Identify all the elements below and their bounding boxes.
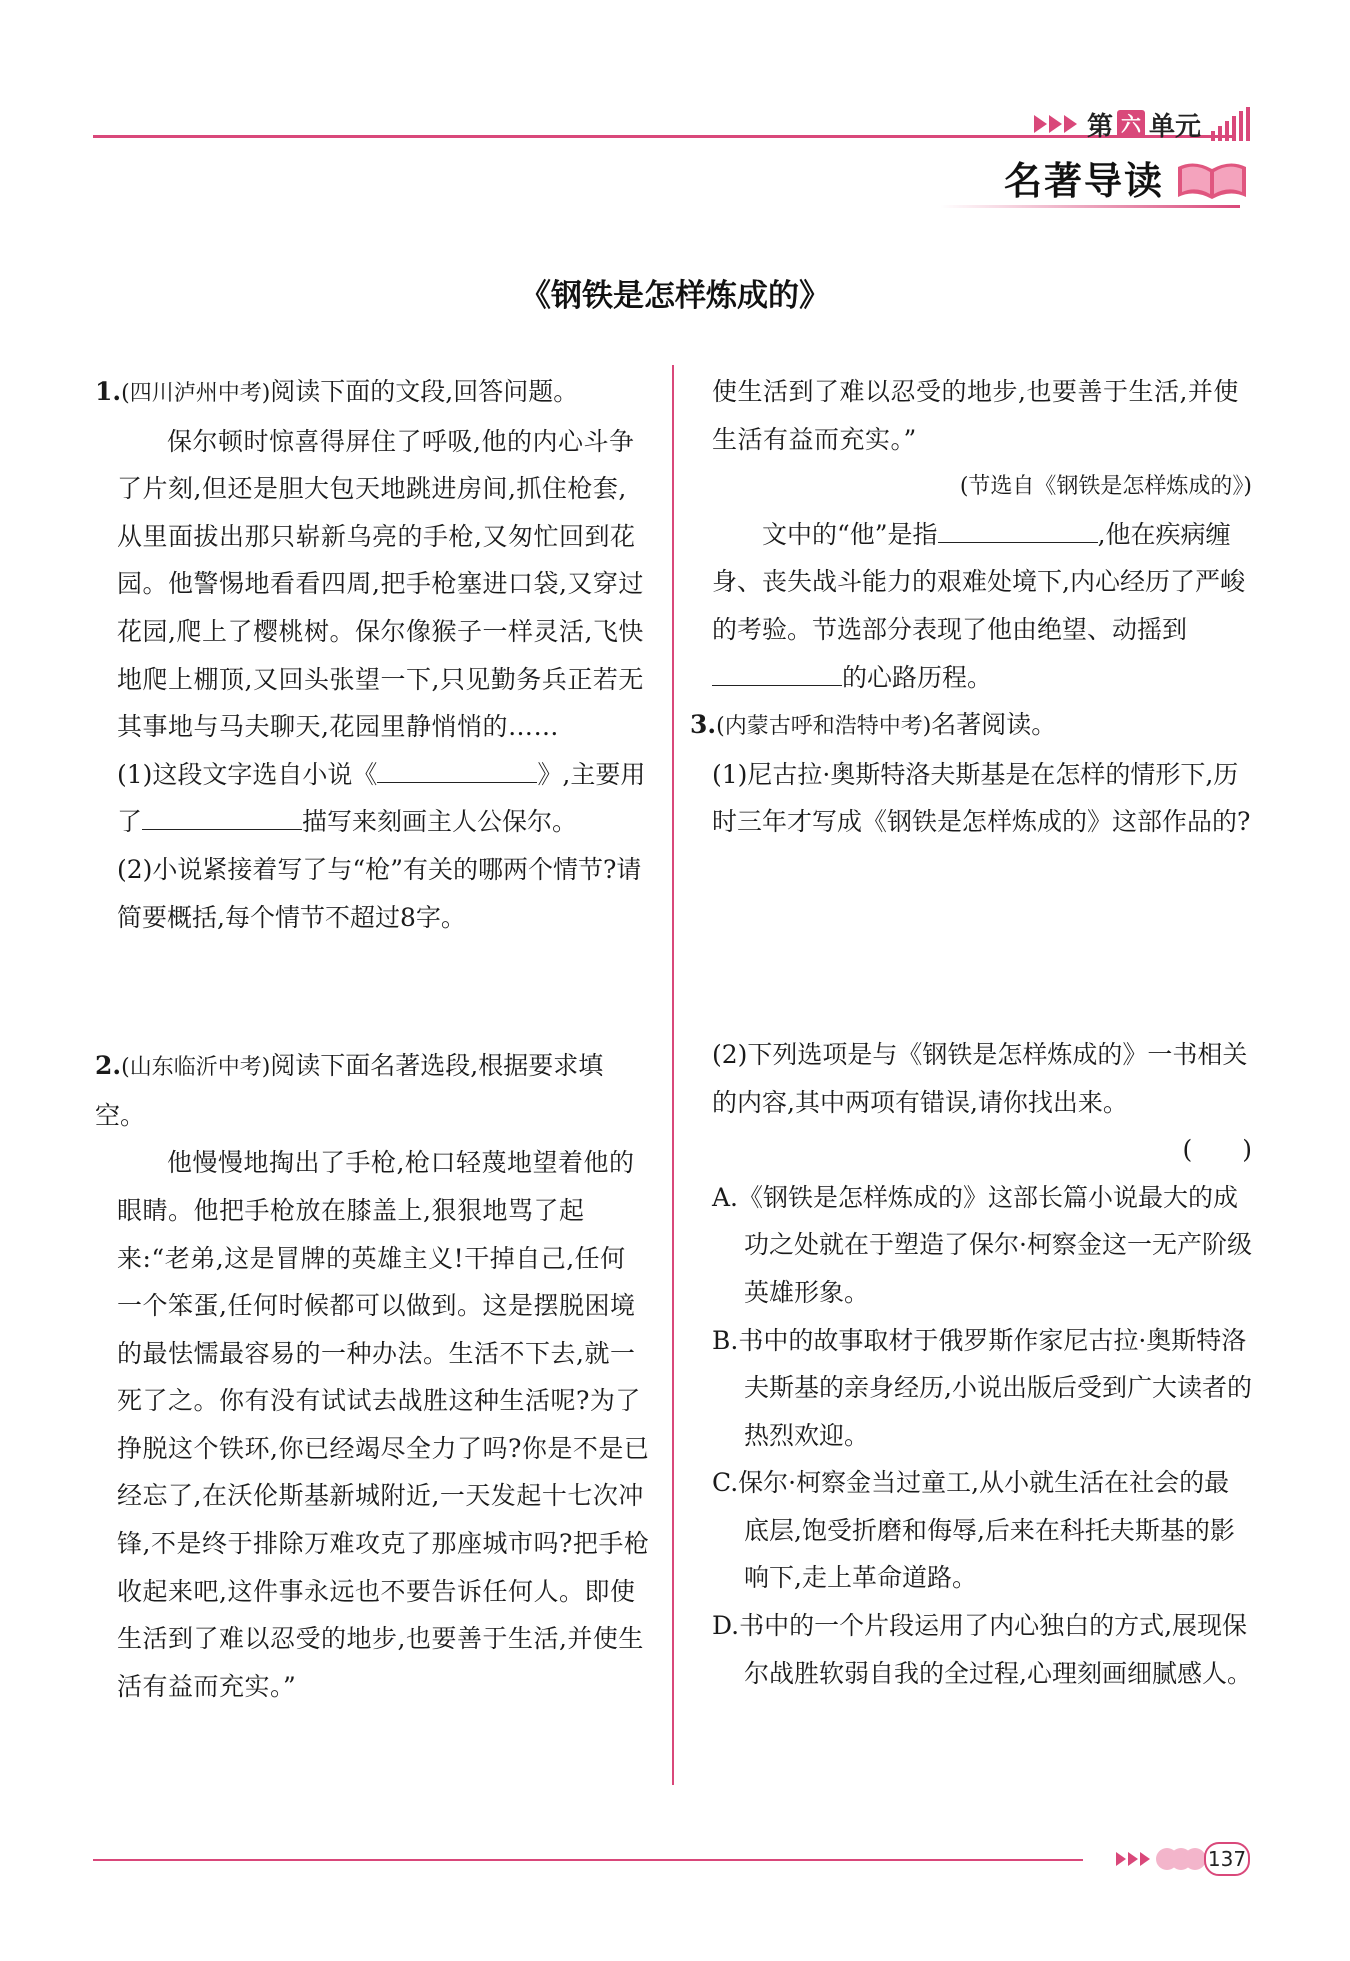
answer-space[interactable] bbox=[95, 941, 650, 1042]
question-number: 3. bbox=[690, 710, 717, 740]
chevron-decoration-icon bbox=[1034, 115, 1077, 133]
answer-blank[interactable] bbox=[712, 655, 842, 686]
unit-label bbox=[1087, 106, 1201, 143]
question-2-body bbox=[95, 1139, 650, 1701]
section-title-underline bbox=[940, 205, 1240, 208]
question-1-passage: 保尔顿时惊喜得屏住了呼吸,他的内心斗争了片刻,但还是胆大包天地跳进房间,抓住枪套,从里面拔出那只崭新乌亮的手枪,又匆忙回到花园。他警惕地看看四周,把手枪塞进口袋,又穿过花园,爬上了樱桃树。保尔像猴子一样灵活,飞快地爬上棚顶,又回头张望一下,只见勤务兵正若无其事地与马夫聊天,花园里静悄悄的…… bbox=[117, 426, 644, 742]
answer-blank[interactable] bbox=[142, 799, 302, 830]
page-number: 137 bbox=[1204, 1842, 1250, 1876]
fill-text-b: ,他在疾病缠身、丧失战斗能力的艰难处境下,内心经历了严峻的考验。节选部分表现了他由绝望、动摇到 bbox=[712, 519, 1245, 644]
page-footer bbox=[1116, 1842, 1250, 1876]
sub1-text-b: 》,主要用了 bbox=[117, 759, 646, 837]
question-1-sub1 bbox=[117, 751, 650, 846]
answer-blank[interactable] bbox=[377, 752, 537, 783]
sub1-text-c: 描写来刻画主人公保尔。 bbox=[302, 807, 578, 837]
unit-prefix: 第 bbox=[1086, 111, 1113, 142]
footer-rule bbox=[93, 1859, 1083, 1861]
option-a: A.《钢铁是怎样炼成的》这部长篇小说最大的成功之处就在于塑造了保尔·柯察金这一无产阶级英雄形象。 bbox=[712, 1182, 1252, 1307]
option-d: D.书中的一个片段运用了内心独白的方式,展现保尔战胜软弱自我的全过程,心理刻画细腻感人。 bbox=[712, 1611, 1252, 1688]
question-1-body bbox=[95, 418, 650, 942]
sub1-text-a: (1)这段文字选自小说《 bbox=[117, 759, 378, 789]
question-number: 1. bbox=[95, 377, 122, 406]
unit-header bbox=[1034, 104, 1250, 144]
answer-space[interactable] bbox=[712, 846, 1252, 1031]
option-c: C.保尔·柯察金当过童工,从小就生活在社会的最底层,饱受折磨和侮辱,后来在科托夫斯基的影响下,走上革命道路。 bbox=[712, 1468, 1235, 1593]
section-title bbox=[1004, 150, 1250, 205]
answer-blank[interactable] bbox=[938, 512, 1098, 543]
question-source: (内蒙古呼和浩特中考) bbox=[716, 714, 932, 740]
unit-suffix: 单元 bbox=[1148, 111, 1201, 142]
open-book-icon bbox=[1174, 153, 1250, 203]
question-source: (山东临沂中考) bbox=[121, 1055, 271, 1081]
dots-decoration-icon bbox=[1156, 1848, 1198, 1870]
question-source: (四川泸州中考) bbox=[121, 381, 271, 406]
unit-number: 六 bbox=[1117, 110, 1145, 138]
question-2-fill bbox=[712, 511, 1252, 701]
question-2-passage: 他慢慢地掏出了手枪,枪口轻蔑地望着他的眼睛。他把手枪放在膝盖上,狠狠地骂了起来:“老弟,这是冒牌的英雄主义!干掉自己,任何一个笨蛋,任何时候都可以做到。这是摆脱困境的最怯懦最容易的一种办法。生活不下去,就一死了之。你有没有试试去战胜这种生活呢?为了挣脱这个铁环,你已经竭尽全力了吗?你是不是已经忘了,在沃伦斯基新城附近,一天发起十七次冲锋,不是终于排除万难攻克了那座城市吗?把手枪收起来吧,这件事永远也不要告诉任何人。即使生活到了难以忍受的地步,也要善于生活,并使生活有益而充实。” bbox=[117, 1148, 650, 1701]
answer-parentheses[interactable]: ( ) bbox=[1182, 1135, 1252, 1165]
document-title: 《钢铁是怎样炼成的》 bbox=[520, 278, 830, 314]
passage-credit: (节选自《钢铁是怎样炼成的》) bbox=[959, 474, 1252, 500]
question-2-header bbox=[95, 1042, 650, 1139]
fill-text-a: 文中的“他”是指 bbox=[762, 519, 938, 549]
question-3-sub2: (2)下列选项是与《钢铁是怎样炼成的》一书相关的内容,其中两项有错误,请你找出来。 bbox=[712, 1039, 1248, 1117]
question-prompt: 阅读下面名著选段,根据要求填空。 bbox=[95, 1051, 604, 1130]
section-title-text: 名著导读 bbox=[1003, 159, 1164, 203]
signal-bars-icon bbox=[1211, 107, 1250, 141]
fill-text-c: 的心路历程。 bbox=[842, 662, 993, 692]
question-prompt: 阅读下面的文段,回答问题。 bbox=[270, 377, 579, 406]
right-column bbox=[690, 368, 1252, 1697]
question-2-passage-end: 使生活到了难以忍受的地步,也要善于生活,并使生活有益而充实。” bbox=[712, 377, 1239, 454]
question-1-header bbox=[95, 368, 650, 418]
question-prompt: 名著阅读。 bbox=[931, 710, 1057, 740]
question-3-sub1: (1)尼古拉·奥斯特洛夫斯基是在怎样的情形下,历时三年才写成《钢铁是怎样炼成的》这部作品的? bbox=[712, 759, 1251, 837]
question-1-sub2: (2)小说紧接着写了与“枪”有关的哪两个情节?请简要概括,每个情节不超过8字。 bbox=[117, 854, 642, 932]
chevron-decoration-icon bbox=[1116, 1852, 1150, 1866]
question-3-header bbox=[690, 701, 1252, 751]
column-divider bbox=[672, 365, 674, 1785]
left-column bbox=[95, 368, 650, 1701]
option-b: B.书中的故事取材于俄罗斯作家尼古拉·奥斯特洛夫斯基的亲身经历,小说出版后受到广大读者的热烈欢迎。 bbox=[712, 1325, 1252, 1450]
question-number: 2. bbox=[95, 1051, 122, 1081]
